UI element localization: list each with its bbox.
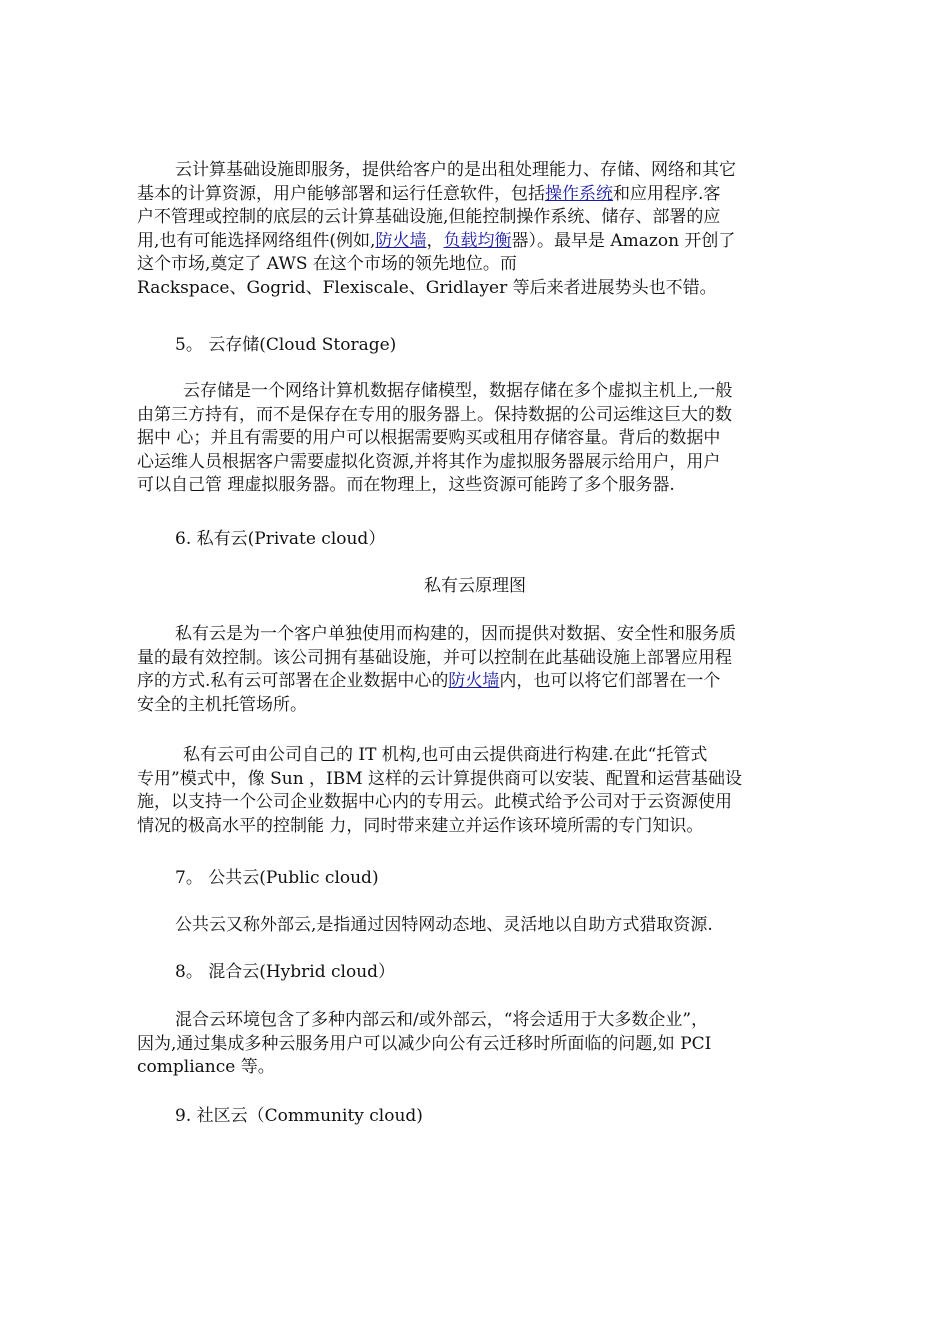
paragraph-line: 云存储是一个网络计算机数据存储模型，数据存储在多个虚拟主机上,一般 — [183, 381, 733, 401]
text-run: 和应用程序.客 — [613, 183, 721, 204]
public-paragraph: 公共云又称外部云,是指通过因特网动态地、灵活地以自助方式猎取资源. — [175, 915, 713, 935]
paragraph-line: 云计算基础设施即服务，提供给客户的是出租处理能力、存储、网络和其它 — [175, 160, 736, 180]
section-heading-7: 7。 公共云(Public cloud) — [175, 868, 379, 888]
paragraph-line: 据中 心；并且有需要的用户可以根据需要购买或租用存储容量。背后的数据中 — [137, 428, 721, 448]
paragraph-line: 户不管理或控制的底层的云计算基础设施,但能控制操作系统、储存、部署的应 — [137, 207, 721, 227]
paragraph-line: 施，以支持一个公司企业数据中心内的专用云。此模式给予公司对于云资源使用 — [137, 792, 732, 812]
paragraph-line: 量的最有效控制。该公司拥有基础设施，并可以控制在此基础设施上部署应用程 — [137, 647, 732, 668]
section-heading-5: 5。 云存储(Cloud Storage) — [175, 335, 397, 355]
hybrid-paragraph — [137, 1009, 817, 1080]
text-run: 用,也有可能选择网络组件(例如, — [137, 230, 376, 251]
paragraph-line — [137, 230, 817, 254]
text-run: 器）。最早是 Amazon 开创了 — [511, 230, 736, 251]
paragraph-line: Rackspace、Gogrid、Flexiscale、Gridlayer 等后来者进展势头也不错。 — [137, 277, 717, 298]
paragraph-line: compliance 等。 — [137, 1057, 275, 1077]
storage-paragraph — [137, 380, 817, 498]
paragraph-line: 混合云环境包含了多种内部云和/或外部云，“将会适用于大多数企业”， — [175, 1010, 709, 1030]
section-heading-6: 6. 私有云(Private cloud） — [175, 529, 386, 549]
link-operating-system[interactable]: 操作系统 — [545, 183, 613, 204]
text-run: 序的方式.私有云可部署在企业数据中心的 — [137, 671, 449, 691]
paragraph-line: 私有云是为一个客户单独使用而构建的，因而提供对数据、安全性和服务质 — [175, 624, 736, 644]
paragraph-line: 安全的主机托管场所。 — [137, 694, 307, 715]
paragraph-line — [137, 670, 817, 694]
private-paragraph-2 — [137, 744, 817, 838]
text-run: ， — [426, 230, 444, 251]
paragraph-line — [137, 183, 817, 207]
link-load-balancing[interactable]: 负载均衡 — [443, 230, 512, 251]
link-firewall-2[interactable]: 防火墙 — [448, 671, 500, 691]
paragraph-line: 专用”模式中，像 Sun ，IBM 这样的云计算提供商可以安装、配置和运营基础设 — [137, 768, 743, 789]
paragraph-line: 这个市场,奠定了 AWS 在这个市场的领先地位。而 — [137, 254, 517, 274]
paragraph-line: 心运维人员根据客户需要虚拟化资源,并将其作为虚拟服务器展示给用户，用户 — [137, 451, 721, 472]
section-heading-9: 9. 社区云（Community cloud) — [175, 1106, 423, 1126]
figure-caption: 私有云原理图 — [424, 576, 526, 596]
link-firewall[interactable]: 防火墙 — [375, 230, 427, 251]
text-run: 基本的计算资源，用户能够部署和运行任意软件，包括 — [137, 183, 545, 204]
iaas-paragraph — [137, 159, 817, 300]
paragraph-line: 由第三方持有，而不是保存在专用的服务器上。保持数据的公司运维这巨大的数 — [137, 404, 732, 425]
paragraph-line: 情况的极高水平的控制能 力，同时带来建立并运作该环境所需的专门知识。 — [137, 815, 704, 836]
paragraph-line: 可以自己管 理虚拟服务器。而在物理上，这些资源可能跨了多个服务器. — [137, 475, 675, 495]
paragraph-line: 私有云可由公司自己的 IT 机构,也可由云提供商进行构建.在此“托管式 — [183, 745, 708, 765]
text-run: 内，也可以将它们部署在一个 — [499, 671, 721, 691]
paragraph-line: 因为,通过集成多种云服务用户可以减少向公有云迁移时所面临的问题,如 PCI — [137, 1033, 712, 1054]
private-paragraph-1 — [137, 623, 817, 717]
section-heading-8: 8。 混合云(Hybrid cloud） — [175, 962, 396, 982]
